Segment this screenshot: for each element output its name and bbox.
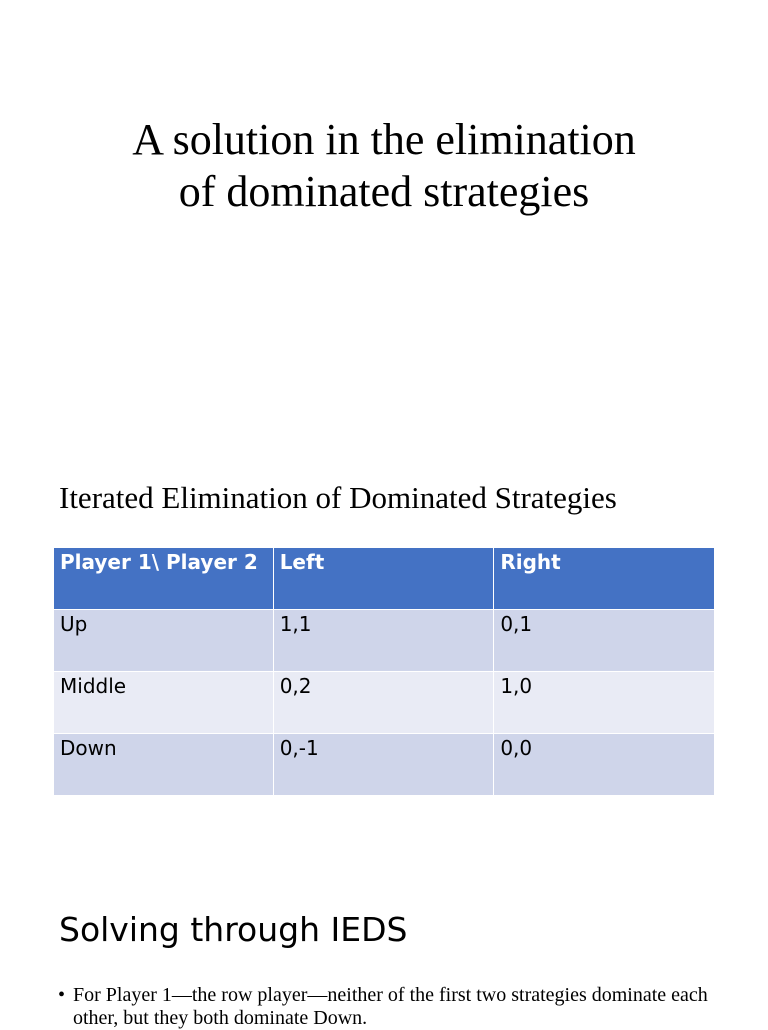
payoff-down-left: 0,-1 [273,734,494,796]
row-label-middle: Middle [54,672,274,734]
slide-title-line-2: of dominated strategies [178,167,590,216]
table-caption: Iterated Elimination of Dominated Strategies [59,480,617,515]
header-cell-right: Right [494,548,715,610]
header-cell-players: Player 1\ Player 2 [54,548,274,610]
bullet-dot: • [58,984,66,1006]
row-label-up: Up [54,610,274,672]
bullet-item [58,984,718,1030]
table-row-up [54,610,715,672]
payoff-up-left: 1,1 [273,610,494,672]
table-header-row [54,548,715,610]
payoff-middle-left: 0,2 [273,672,494,734]
slide-title-line-1: A solution in the elimination [132,115,636,164]
table-row-middle [54,672,715,734]
table-row-down [54,734,715,796]
payoff-matrix-table [53,547,715,796]
payoff-middle-right: 1,0 [494,672,715,734]
slide-title [60,114,708,218]
bullet-text: For Player 1—the row player—neither of the first two strategies dominate each other, but they both dominate Down. [73,984,708,1029]
payoff-up-right: 0,1 [494,610,715,672]
payoff-down-right: 0,0 [494,734,715,796]
row-label-down: Down [54,734,274,796]
section-heading: Solving through IEDS [59,910,408,949]
header-cell-left: Left [273,548,494,610]
